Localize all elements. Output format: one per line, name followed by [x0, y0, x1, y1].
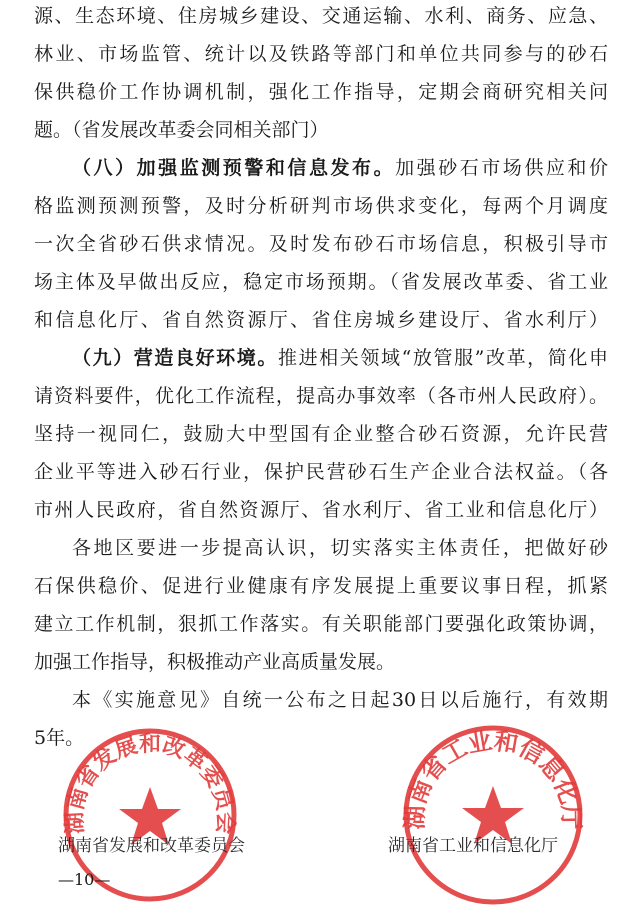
text-line: 和信息化厅、省自然资源厅、省住房城乡建设厅、省水利厅） — [34, 309, 608, 331]
text-line: 保供稳价工作协调机制，强化工作指导，定期会商研究相关问 — [34, 81, 608, 103]
text-line: 场主体及早做出反应，稳定市场预期。（省发展改革委、省工业 — [34, 271, 608, 293]
text-line: 格监测预测预警，及时分析研判市场供求变化，每两个月调度 — [34, 195, 608, 217]
text-line: 建立工作机制，狠抓工作落实。有关职能部门要强化政策协调， — [34, 613, 608, 635]
text-span: 推进相关领域“放管服”改革，简化申 — [277, 347, 608, 369]
text-line: 各地区要进一步提高认识，切实落实主体责任，把做好砂 — [72, 537, 608, 559]
text-line: 石保供稳价、促进行业健康有序发展提上重要议事日程，抓紧 — [34, 575, 608, 597]
section-heading: （九）营造良好环境。 — [72, 347, 278, 369]
signature-right: 湖南省工业和信息化厅 — [388, 836, 558, 856]
text-line: 请资料要件，优化工作流程，提高办事效率（各市州人民政府）。 — [34, 385, 608, 407]
paragraph-heading-line — [72, 156, 608, 180]
text-line: 坚持一视同仁，鼓励大中型国有企业整合砂石资源，允许民营 — [34, 423, 608, 445]
text-line: 本《实施意见》自统一公布之日起30日以后施行，有效期 — [72, 689, 608, 711]
signature-left: 湖南省发展和改革委员会 — [58, 836, 245, 856]
svg-text:湖南省工业和信息化厅: 湖南省工业和信息化厅 — [400, 725, 586, 830]
svg-text:湖南省发展和改革委员会: 湖南省发展和改革委员会 — [61, 731, 239, 835]
text-line: 市州人民政府，省自然资源厅、省水利厅、省工业和信息化厅） — [34, 499, 608, 521]
text-line: 林业、市场监管、统计以及铁路等部门和单位共同参与的砂石 — [34, 43, 608, 65]
section-heading: （八）加强监测预警和信息发布。 — [72, 157, 396, 179]
paragraph-heading-line — [72, 346, 608, 370]
text-line: 一次全省砂石供求情况。及时发布砂石市场信息，积极引导市 — [34, 233, 608, 255]
official-seal-right — [400, 722, 586, 908]
text-line: 加强工作指导，积极推动产业高质量发展。 — [34, 651, 396, 673]
text-line: 源、生态环境、住房城乡建设、交通运输、水利、商务、应急、 — [34, 5, 608, 27]
text-span: 加强砂石市场供应和价 — [395, 157, 608, 179]
text-line: 题。（省发展改革委会同相关部门） — [34, 119, 329, 141]
text-line: 企业平等进入砂石行业，保护民营砂石生产企业合法权益。（各 — [34, 461, 608, 483]
text-line: 5年。 — [34, 727, 85, 749]
page-number: —10— — [58, 870, 111, 889]
